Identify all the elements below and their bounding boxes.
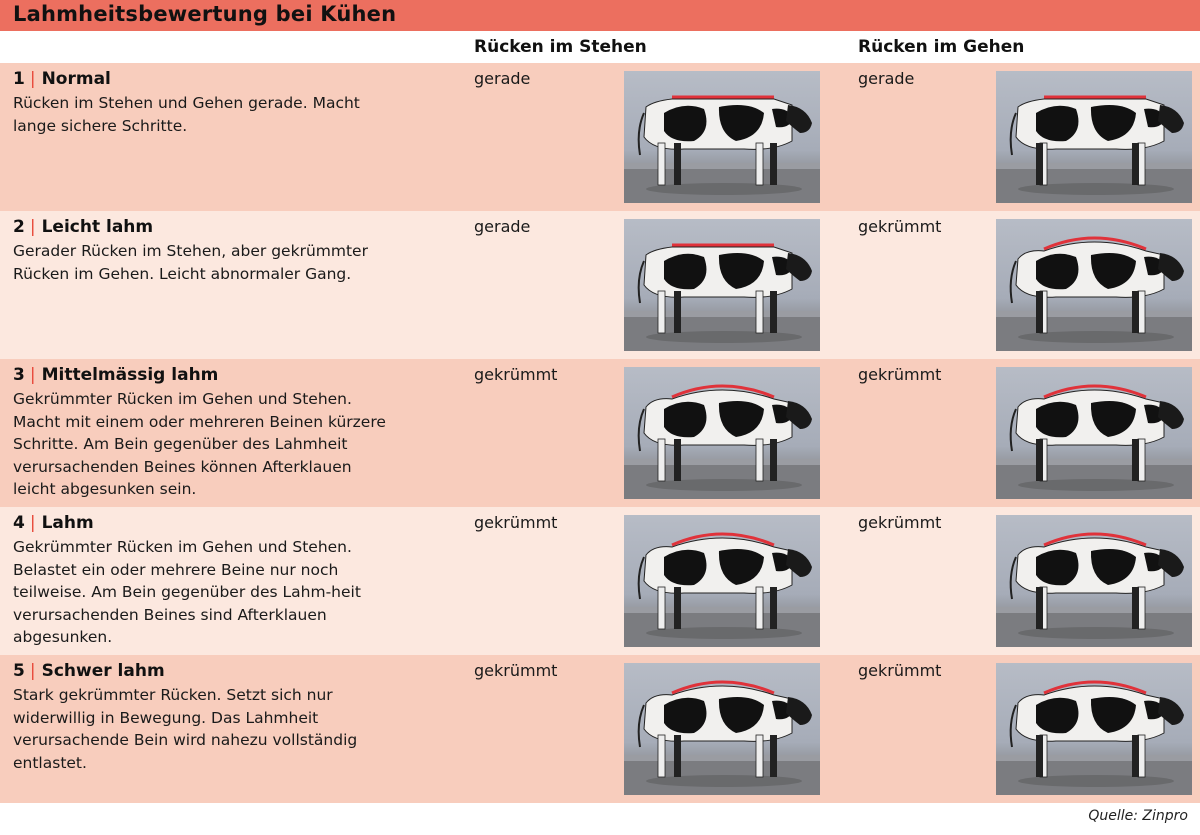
score-title	[13, 365, 218, 385]
walking-back-status: gekrümmt	[858, 365, 942, 384]
score-description: Rücken im Stehen und Gehen gerade. Macht lange sichere Schritte.	[13, 94, 360, 135]
score-title	[13, 661, 165, 681]
walking-back-status: gekrümmt	[858, 217, 942, 236]
standing-back-status: gekrümmt	[474, 365, 558, 384]
score-description: Gekrümmter Rücken im Gehen und Stehen. Belastet ein oder mehrere Beine nur noch teilweise. Am Bein gegenüber des Lahm-heit verursachenden Beines sind Afterklauen abgesunken.	[13, 538, 361, 646]
score-name: Lahm	[41, 513, 94, 533]
column-header-walking: Rücken im Gehen	[858, 37, 1025, 57]
standing-back-status: gerade	[474, 69, 531, 88]
title-bar	[0, 0, 1200, 31]
standing-back-status: gerade	[474, 217, 531, 236]
page-title: Lahmheitsbewertung bei Kühen	[13, 2, 397, 26]
separator: |	[29, 513, 36, 533]
separator: |	[29, 69, 36, 89]
cow-walking-image	[996, 663, 1192, 795]
score-description: Stark gekrümmter Rücken. Setzt sich nur widerwillig in Bewegung. Das Lahmheit verursachende Bein wird nahezu vollständig entlastet.	[13, 686, 358, 772]
score-description: Gerader Rücken im Stehen, aber gekrümmter Rücken im Gehen. Leicht abnormaler Gang.	[13, 242, 368, 283]
separator: |	[29, 217, 36, 237]
score-name: Mittelmässig lahm	[41, 365, 219, 385]
score-number: 3	[13, 365, 25, 385]
cow-standing-image	[624, 515, 820, 647]
cow-walking-image	[996, 219, 1192, 351]
score-number: 2	[13, 217, 25, 237]
cow-walking-image	[996, 515, 1192, 647]
score-number: 5	[13, 661, 25, 681]
score-title	[13, 69, 111, 89]
walking-back-status: gekrümmt	[858, 661, 942, 680]
cow-walking-image	[996, 367, 1192, 499]
cow-standing-image	[624, 663, 820, 795]
cow-walking-image	[996, 71, 1192, 203]
score-name: Schwer lahm	[41, 661, 165, 681]
cow-standing-image	[624, 71, 820, 203]
source-note: Quelle: Zinpro	[1088, 808, 1188, 824]
score-row	[0, 211, 1200, 359]
score-title	[13, 217, 153, 237]
score-row	[0, 63, 1200, 211]
score-title	[13, 513, 94, 533]
separator: |	[29, 365, 36, 385]
cow-standing-image	[624, 219, 820, 351]
score-description: Gekrümmter Rücken im Gehen und Stehen. Macht mit einem oder mehreren Beinen kürzere Schritte. Am Bein gegenüber des Lahmheit verursachenden Beines können Afterklauen leicht abgesunken sein.	[13, 390, 386, 498]
score-name: Leicht lahm	[41, 217, 154, 237]
separator: |	[29, 661, 36, 681]
walking-back-status: gekrümmt	[858, 513, 942, 532]
column-header-standing: Rücken im Stehen	[474, 37, 647, 57]
cow-standing-image	[624, 367, 820, 499]
score-number: 4	[13, 513, 25, 533]
standing-back-status: gekrümmt	[474, 661, 558, 680]
score-name: Normal	[41, 69, 111, 89]
standing-back-status: gekrümmt	[474, 513, 558, 532]
walking-back-status: gerade	[858, 69, 915, 88]
score-row	[0, 507, 1200, 655]
score-number: 1	[13, 69, 25, 89]
score-row	[0, 359, 1200, 507]
score-row	[0, 655, 1200, 803]
